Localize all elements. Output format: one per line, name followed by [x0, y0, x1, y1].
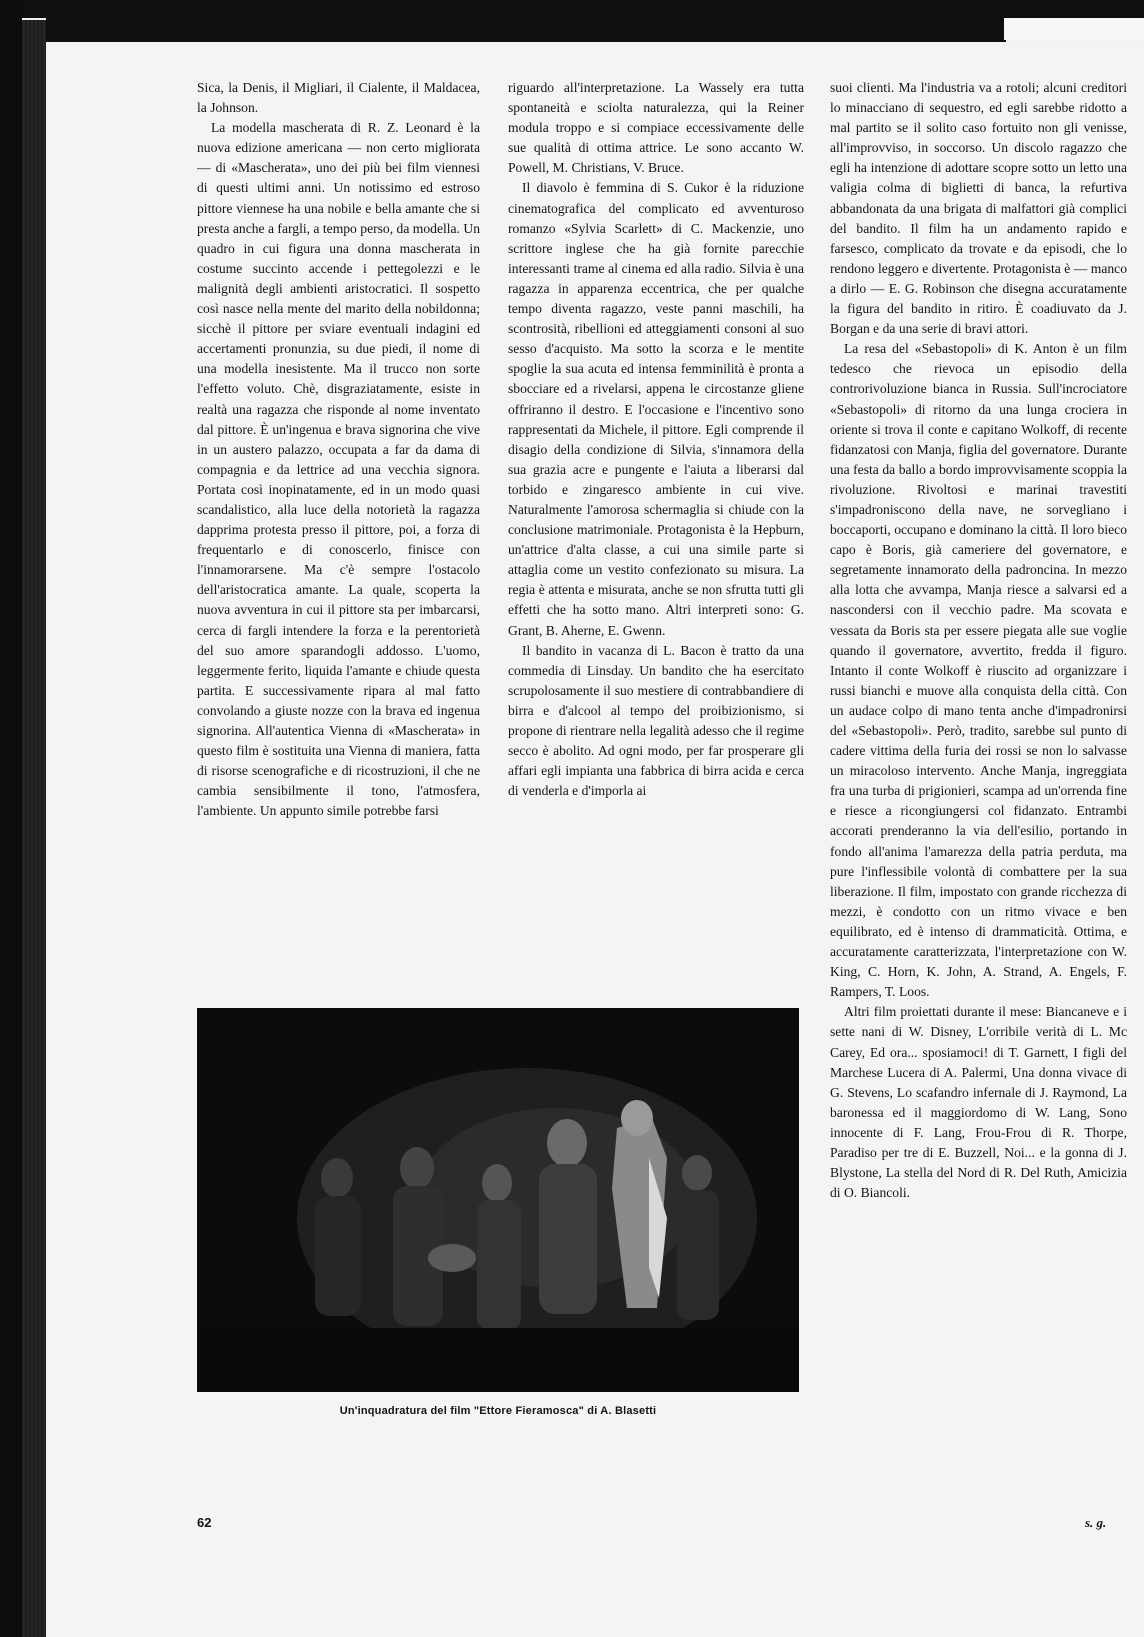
photo-caption: Un'inquadratura del film "Ettore Fieramosca" di A. Blasetti	[339, 1405, 657, 1417]
scan-border-top	[0, 0, 1144, 18]
paragraph: suoi clienti. Ma l'industria va a rotoli; alcuni creditori lo minacciano di sequestro, ed egli sarebbe ridotto a mal partito se il solito caso fortuito non gli venisse, all'improvviso, in soccorso. Un discolo ragazzo che egli ha intenzione di adottare scopre sotto un letto una valigia colma di biglietti di banca, la refurtiva abbandonata da una brigata di malfattori già complici del bandito. Il film ha un andamento rapido e farsesco, complicato da trovate e da episodi, che lo rendono leggero e divertente. Protagonista è — manco a dirlo — E. G. Robinson che disegna accuratamente la figura del bandito in ritiro. È coadiuvato da J. Borgan e da una serie di bravi attori.	[830, 80, 1127, 337]
paragraph: La resa del «Sebastopoli» di K. Anton è un film tedesco che rievoca un episodio della controrivoluzione bianca in Russia. Sull'incrociatore «Sebastopoli» di ritorno da una lunga crociera in oriente si trova il conte e capitano Wolkoff, di recente fidanzatosi con Manja, figlia del governatore. Durante una festa da ballo a bordo improvvisamente scoppia la rivoluzione. Rivoltosi e marinai travestiti s'impadroniscono della nave, ne sorvegliano i boccaporti, occupano e dominano la città. Il loro bieco capo è Boris, già cameriere del governatore, e segretamente innamorato della padroncina. In mezzo alla lotta che avvampa, Manja riesce a salvarsi ed a nascondersi con il vecchio padre. Ma scovata e vessata da Boris sta per essere piegata alle sue voglie quando il governatore, avvertito, fredda il figuro. Intanto il conte Wolkoff è riuscito ad organizzare i russi bianchi e muove alla conquista della città. Con un audace colpo di mano tenta anche d'impadronirsi del «Sebastopoli». Però, tradito, sarebbe sul punto di cadere vittima della furia dei rossi se non lo salvasse un miracoloso intervento. Anche Manja, ingreggiata fra una turba di prigionieri, scampa ad un'orrenda fine e riesce a ricongiungersi col fidanzato. Entrambi accorati prenderanno la via dell'esilio, portando in fondo all'anima l'amarezza della patria perduta, ma pure l'inflessibile volontà di combattere per la sua liberazione. Il film, impostato con grande ricchezza di mezzi, è condotto con un ritmo vivace e ben equilibrato, ed è intenso di drammaticità. Ottima, e accuratamente caratterizzata, l'interpretazione con W. King, C. Horn, K. John, A. Strand, A. Engels, F. Rampers, T. Loos.	[830, 341, 1127, 1000]
film-still-silhouettes	[197, 1008, 799, 1392]
paragraph: Il bandito in vacanza di L. Bacon è tratto da una commedia di Linsday. Un bandito che ha esercitato scrupolosamente il suo mestiere di contrabbandiere di birra e d'alcool al tempo del proibizionismo, si propone di rientrare nella legalità adesso che il regime secco è abolito. Ad ogni modo, per far prosperare gli affari egli impianta una fabbrica di birra acida e cerca di venderla e d'imporla ai	[508, 642, 804, 799]
paragraph: Sica, la Denis, il Migliari, il Cialente, il Maldacea, la Johnson.	[197, 80, 480, 116]
paragraph: La modella mascherata di R. Z. Leonard è la nuova edizione americana — non certo migliorata — di «Mascherata», uno dei più bei film viennesi di questi ultimi anni. Un notissimo ed estroso pittore viennese ha una nobile e bella amante che si presta anche a fargli, a tempo perso, da modella. Un quadro in cui figura una donna mascherata in costume succinto accende i pettegolezzi e le malignità degli ambienti aristocratici. Il sospetto così nasce nella mente del marito della nobildonna; sicchè il pittore per sviare eventuali indagini ed accertamenti pronunzia, su due piedi, il nome di una modella inesistente. Ma il trucco non sorte l'effetto voluto. Chè, disgraziatamente, esiste in realtà una ragazza che risponde al nome inventato dal pittore. È un'ingenua e brava signorina che vive in un austero palazzo, occupata a far da dama di compagnia e da lettrice ad una vecchia signora. Portata così inopinatamente, ed in un modo quasi scandalistico, alla luce della notorietà la ragazza dapprima protesta presso il pittore, poi, a forza di frequentarlo e di conoscerlo, finisce con l'innamorarsene. Ma c'è sempre l'ostacolo dell'aristocratica amante. La quale, scoperta la nuova avventura in cui il pittore sta per imbarcarsi, cerca di fargli intendere la forza e la perentorietà del suo amore sparandogli addosso. L'uomo, leggermente ferito, liquida l'amante e chiude questa partita. E successivamente ripara al mal fatto convolando a giuste nozze con la brava ed ingenua signorina. All'autentica Vienna di «Mascherata» in questo film è sostituita una Vienna di maniera, fatta di risorse scenografiche e di ricostruzioni, il che ne cambia sensibilmente il tono, l'atmosfera, l'ambiente. Un appunto simile potrebbe farsi	[197, 120, 480, 819]
paragraph: riguardo all'interpretazione. La Wassely era tutta spontaneità e sciolta naturalezza, qui la Reiner modula troppo e si compiace eccessivamente delle sue qualità di ottima attrice. Le sono accanto W. Powell, M. Christians, V. Bruce.	[508, 80, 804, 176]
text-column-2	[508, 78, 804, 960]
film-still-photo	[197, 1008, 799, 1392]
text-column-1	[197, 78, 480, 960]
book-spine-edges	[22, 20, 46, 1637]
scan-border-rule	[46, 18, 1006, 42]
scan-border-left	[0, 0, 22, 1637]
page-number: 62	[197, 1515, 212, 1530]
author-signature: s. g.	[1085, 1515, 1107, 1530]
paragraph: Il diavolo è femmina di S. Cukor è la riduzione cinematografica del complicato ed avventuroso romanzo «Sylvia Scarlett» di C. Mackenzie, uno scrittore inglese che ha già fornite parecchie interessanti trame al cinema ed alla radio. Silvia è una ragazza in apparenza eccentrica, che per qualche tempo diventa ragazzo, veste panni maschili, ha scontrosità, ribellioni ed atteggiamenti consoni al suo sesso d'acquisto. Ma sotto la scorza e le mentite spoglie la sua acuta ed intensa femminilità è pronta a sbocciare ed a rivelarsi, appena le circostanze gliene offriranno il destro. E l'occasione e l'incentivo sono rappresentati da Michele, il pittore. Egli comprende il disagio della condizione di Silvia, s'innamora della sua grazia acre e pungente e l'aiuta a liberarsi dal torbido e zingaresco ambiente in cui vive. Naturalmente l'amorosa schermaglia si chiude con la conclusione matrimoniale. Protagonista è la Hepburn, un'attrice d'alta classe, a cui una simile parte si attaglia come un vestito confezionato su misura. La regia è attenta e misurata, anche se non sfrutta tutti gli effetti che ha sotto mano. Altri interpreti sono: G. Grant, B. Aherne, E. Gwenn.	[508, 180, 804, 638]
paragraph: Altri film proiettati durante il mese: Biancaneve e i sette nani di W. Disney, L'orribile verità di L. Mc Carey, Ed ora... sposiamoci! di T. Garnett, I figli del Marchese Lucera di A. Palermi, Una donna vivace di G. Stevens, Lo scafandro infernale di J. Raymond, La baronessa ed il maggiordomo di W. Lang, Sono innocente di F. Lang, Frou-Frou di R. Thorpe, Paradiso per tre di E. Buzzell, Noi... e la gonna di J. Blystone, La stella del Nord di R. Del Ruth, Amicizia di O. Biancoli.	[830, 1004, 1127, 1201]
text-column-3	[830, 78, 1127, 1510]
scan-border-tab	[1004, 18, 1144, 40]
